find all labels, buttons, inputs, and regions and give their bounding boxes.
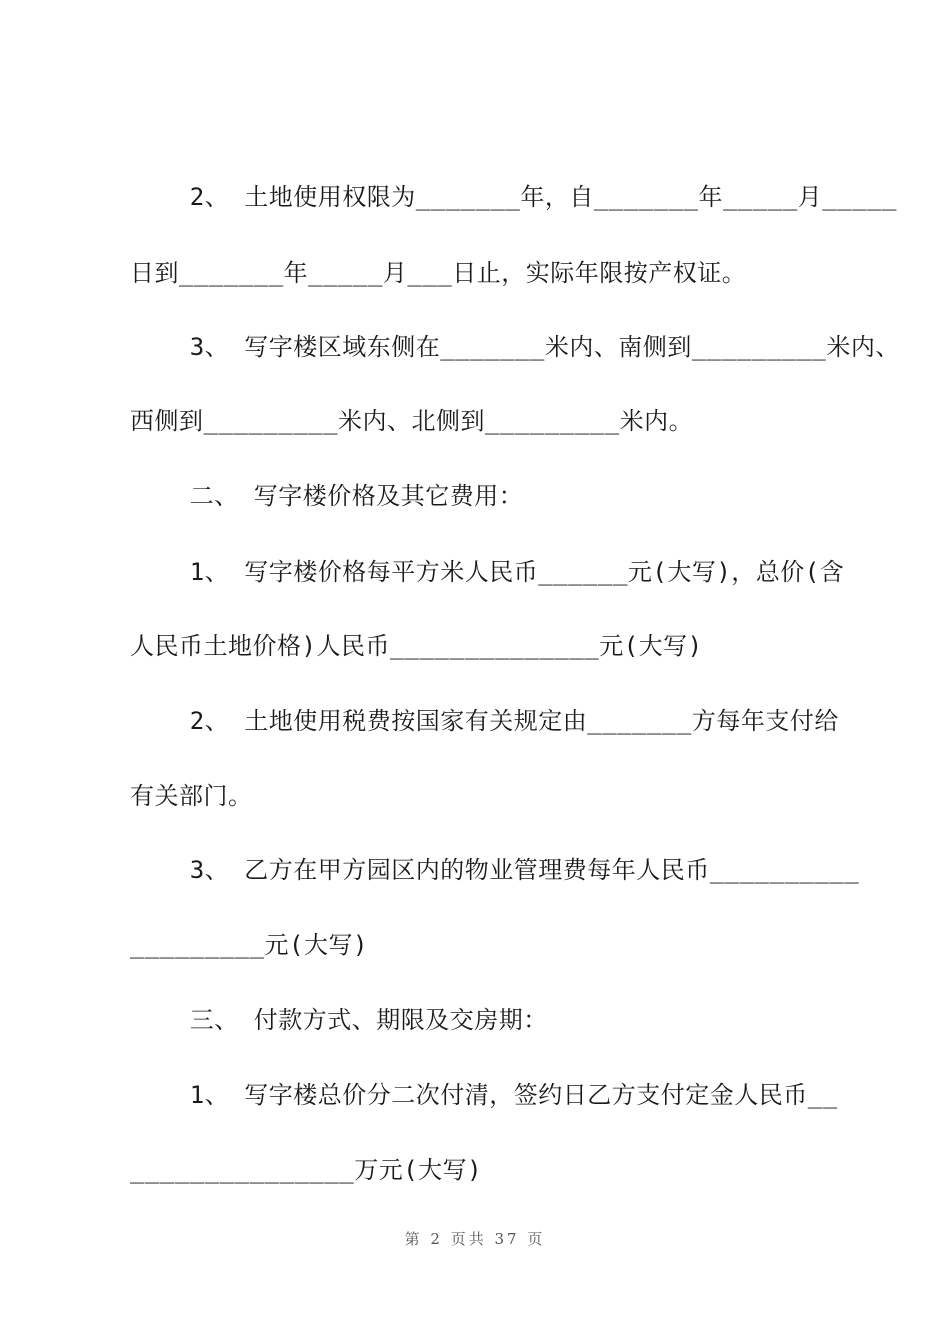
clause-price-line-2: 人民币土地价格)人民币______________元(大写) xyxy=(130,632,703,660)
clause-land-tax-line-2: 有关部门。 xyxy=(130,782,253,810)
section-2-heading: 二、 写字楼价格及其它费用： xyxy=(130,482,524,510)
clause-payment-line-2: _______________万元(大写) xyxy=(130,1156,483,1184)
section-3-heading: 三、 付款方式、期限及交房期： xyxy=(130,1006,548,1034)
clause-2-land-use-term-line-2: 日到_______年_____月___日止，实际年限按产权证。 xyxy=(130,259,747,287)
clause-property-fee-line-1: 3、 乙方在甲方园区内的物业管理费每年人民币__________ xyxy=(130,856,860,884)
clause-price-line-1: 1、 写字楼价格每平方米人民币______元(大写)，总价(含 xyxy=(130,558,845,586)
clause-3-boundary-line-2: 西侧到_________米内、北侧到_________米内。 xyxy=(130,407,694,435)
clause-2-land-use-term-line-1: 2、 土地使用权限为_______年，自_______年_____月_____ xyxy=(130,183,897,211)
page-number-footer: 第 2 页共 37 页 xyxy=(404,1230,546,1248)
clause-land-tax-line-1: 2、 土地使用税费按国家有关规定由_______方每年支付给 xyxy=(130,707,839,735)
clause-property-fee-line-2: _________元(大写) xyxy=(130,931,368,959)
clause-3-boundary-line-1: 3、 写字楼区域东侧在_______米内、南侧到_________米内、 xyxy=(130,333,900,361)
clause-payment-line-1: 1、 写字楼总价分二次付清，签约日乙方支付定金人民币__ xyxy=(130,1081,838,1109)
